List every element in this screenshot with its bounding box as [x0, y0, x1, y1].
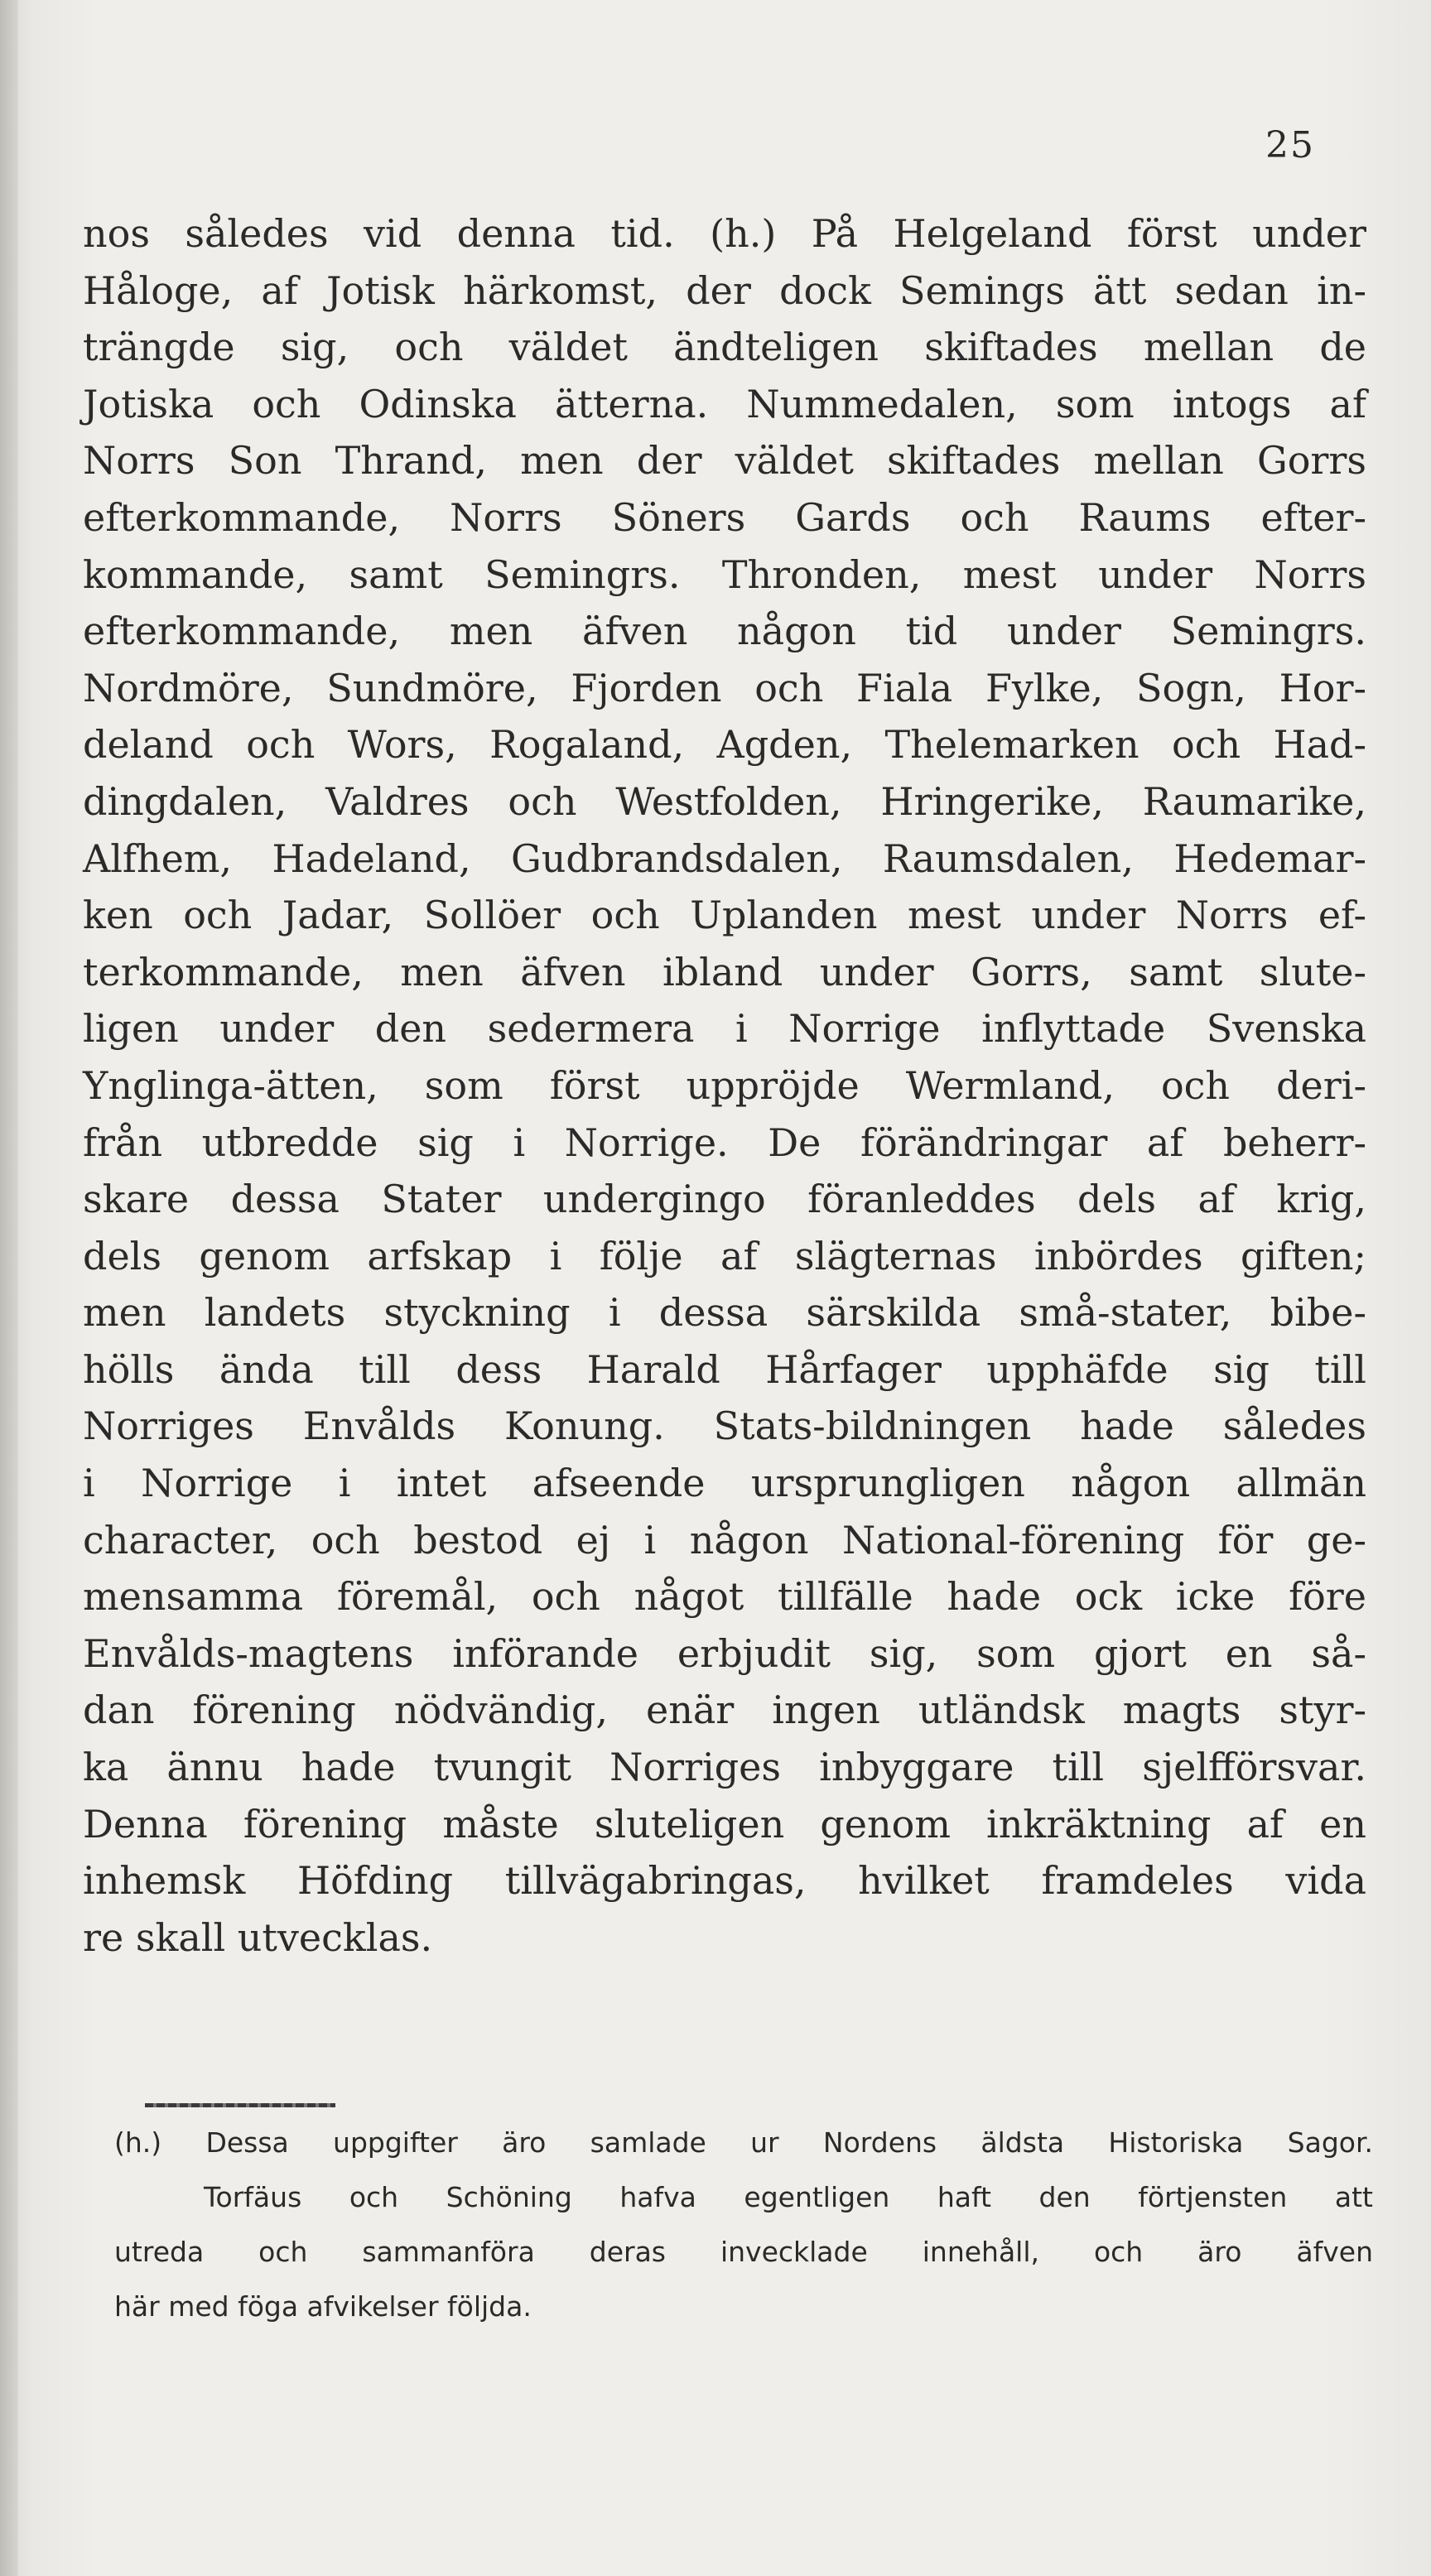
footnote-rule: [145, 2103, 335, 2107]
text-line: dan förening nödvändig, enär ingen utländsk magts styr-: [83, 1688, 1366, 1733]
text-line: ka ännu hade tvungit Norriges inbyggare till sjelfförsvar.: [83, 1745, 1366, 1790]
text-line: efterkommande, Norrs Söners Gards och Raums efter-: [83, 494, 1366, 540]
text-line: Norrs Son Thrand, men der väldet skiftades mellan Gorrs: [83, 438, 1366, 484]
text-line: ken och Jadar, Sollöer och Uplanden mest under Norrs ef-: [83, 893, 1366, 938]
text-line: kommande, samt Semingrs. Thronden, mest under Norrs: [83, 551, 1366, 597]
text-line: Ynglinga-ätten, som först uppröjde Wermland, och deri-: [83, 1062, 1366, 1108]
text-line: skare dessa Stater undergingo föranleddes dels af krig,: [83, 1177, 1366, 1222]
text-line: dingdalen, Valdres och Westfolden, Hringerike, Raumarike,: [83, 778, 1366, 824]
text-line: Nordmöre, Sundmöre, Fjorden och Fiala Fylke, Sogn, Hor-: [83, 665, 1366, 710]
text-line: character, och bestod ej i någon National-förening för ge-: [83, 1517, 1366, 1562]
text-line: trängde sig, och väldet ändteligen skiftades mellan de: [83, 325, 1366, 370]
footnote-line: (h.) Dessa uppgifter äro samlade ur Nordens äldsta Historiska Sagor.: [114, 2126, 1373, 2159]
text-line: Alfhem, Hadeland, Gudbrandsdalen, Raumsdalen, Hedemar-: [83, 835, 1366, 881]
page-number: 25: [1265, 124, 1315, 166]
text-line: deland och Wors, Rogaland, Agden, Thelemarken och Had-: [83, 722, 1366, 768]
text-line: terkommande, men äfven ibland under Gorrs, samt slute-: [83, 949, 1366, 994]
text-line: ligen under den sedermera i Norrige inflyttade Svenska: [83, 1006, 1366, 1052]
text-line: Håloge, af Jotisk härkomst, der dock Semings ätt sedan in-: [83, 267, 1366, 313]
text-line: Envålds-magtens införande erbjudit sig, som gjort en så-: [83, 1630, 1366, 1676]
text-line: Norriges Envålds Konung. Stats-bildningen hade således: [83, 1404, 1366, 1449]
text-line: Jotiska och Odinska ätterna. Nummedalen, som intogs af: [83, 381, 1366, 426]
text-line: nos således vid denna tid. (h.) På Helgeland först under: [83, 211, 1366, 256]
text-line: i Norrige i intet afseende ursprungligen någon allmän: [83, 1461, 1366, 1506]
footnote-line: utreda och sammanföra deras invecklade innehåll, och äro äfven: [114, 2236, 1373, 2268]
footnote: [114, 2116, 1373, 2334]
text-line: re skall utvecklas.: [83, 1914, 433, 1960]
footnote-line: Torfäus och Schöning hafva egentligen haft den förtjensten att: [204, 2181, 1373, 2213]
text-line: hölls ända till dess Harald Hårfager upphäfde sig till: [83, 1346, 1366, 1392]
text-line: från utbredde sig i Norrige. De förändringar af beherr-: [83, 1119, 1366, 1165]
page-gutter: [0, 0, 18, 2576]
footnote-line: här med föga afvikelser följda.: [114, 2290, 532, 2323]
text-line: dels genom arfskap i följe af slägternas inbördes giften;: [83, 1233, 1366, 1278]
text-line: Denna förening måste sluteligen genom inkräktning af en: [83, 1801, 1366, 1847]
main-text: [83, 205, 1366, 1966]
text-line: mensamma föremål, och något tillfälle hade ock icke före: [83, 1574, 1366, 1620]
text-line: inhemsk Höfding tillvägabringas, hvilket framdeles vida: [83, 1858, 1366, 1904]
text-line: men landets styckning i dessa särskilda små-stater, bibe-: [83, 1290, 1366, 1336]
text-line: efterkommande, men äfven någon tid under Semingrs.: [83, 609, 1366, 654]
